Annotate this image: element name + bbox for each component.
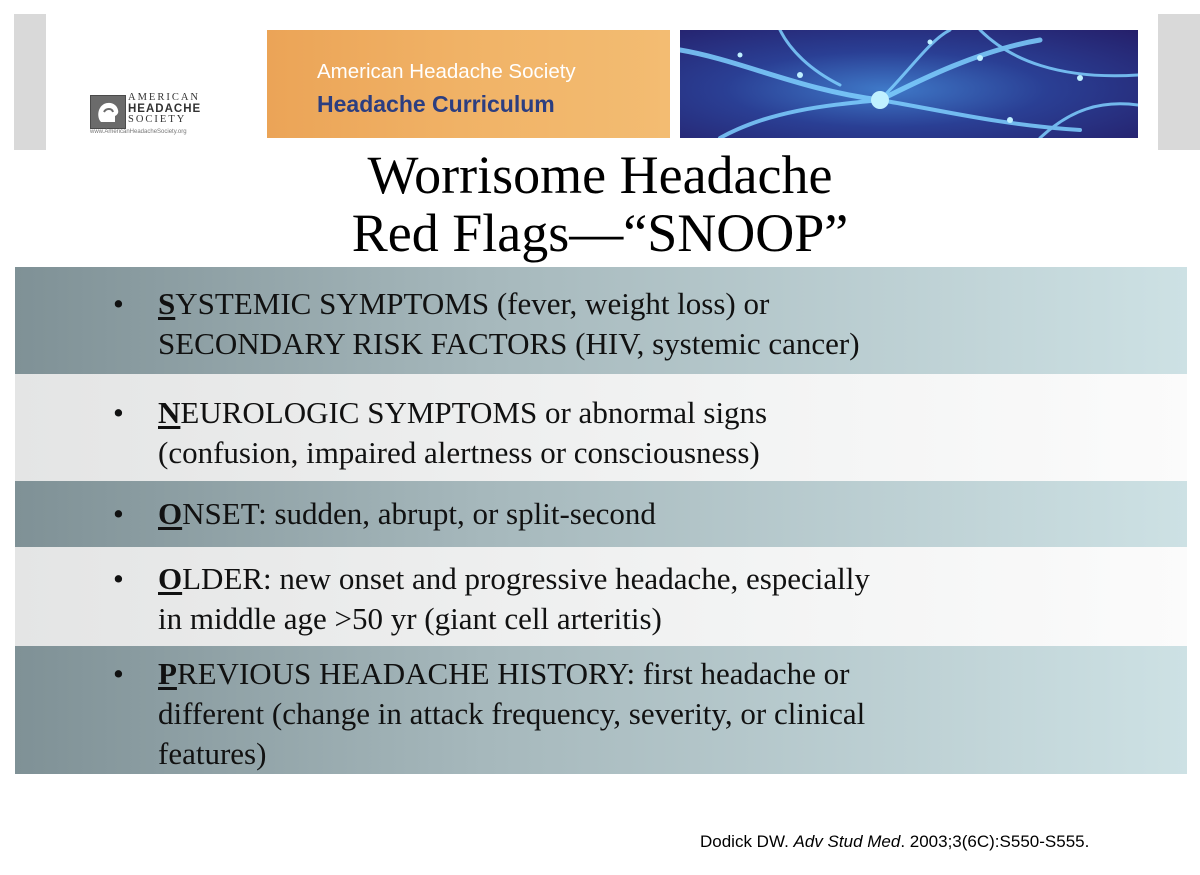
bullet-dot: • <box>113 656 124 691</box>
ahs-logo <box>88 93 228 137</box>
list-item-previous <box>15 646 1187 774</box>
title-line-2: Red Flags—“SNOOP” <box>351 203 849 263</box>
citation <box>700 832 1089 852</box>
bullet-text: REVIOUS HEADACHE HISTORY: first headache or <box>176 656 850 691</box>
curriculum-banner <box>267 30 670 138</box>
bullet-dot: • <box>113 286 124 321</box>
bullet-initial: P <box>158 656 177 691</box>
header-right-bar <box>1158 14 1200 150</box>
list-item-older <box>15 547 1187 646</box>
bullet-text: LDER: new onset and progressive headache, especially <box>182 561 870 596</box>
bullet-initial: O <box>158 561 183 596</box>
slide-title <box>0 146 1200 262</box>
title-line-1: Worrisome Headache <box>367 145 833 205</box>
bullet-dot: • <box>113 561 124 596</box>
snoop-list <box>15 267 1187 774</box>
neuron-image <box>680 30 1138 138</box>
bullet-dot: • <box>113 395 124 430</box>
bullet-initial: O <box>158 496 183 531</box>
bullet-text-line2: SECONDARY RISK FACTORS (HIV, systemic cancer) <box>158 326 860 361</box>
logo-line-society: SOCIETY <box>128 114 187 125</box>
list-item-neurologic <box>15 374 1187 481</box>
header-banner <box>0 0 1200 150</box>
citation-journal: Adv Stud Med <box>793 832 901 851</box>
banner-curriculum-title: Headache Curriculum <box>317 91 555 117</box>
head-profile-icon <box>90 95 126 129</box>
header-left-bar <box>14 14 46 150</box>
bullet-text: YSTEMIC SYMPTOMS (fever, weight loss) or <box>175 286 770 321</box>
bullet-text: NSET: sudden, abrupt, or split-second <box>182 496 656 531</box>
list-item-systemic <box>15 267 1187 374</box>
neuron-illustration <box>680 30 1138 138</box>
bullet-text-line2: (confusion, impaired alertness or consciousness) <box>158 435 760 470</box>
bullet-text-line2: in middle age >50 yr (giant cell arteritis) <box>158 601 662 636</box>
bullet-text: EUROLOGIC SYMPTOMS or abnormal signs <box>180 395 768 430</box>
logo-line-headache: HEADACHE <box>128 103 202 115</box>
bullet-initial: N <box>158 395 181 430</box>
list-item-onset <box>15 481 1187 547</box>
logo-line-american: AMERICAN <box>128 92 201 103</box>
banner-society-name: American Headache Society <box>317 60 576 83</box>
bullet-initial: S <box>158 286 176 321</box>
bullet-text-line2: different (change in attack frequency, severity, or clinical <box>158 696 866 731</box>
citation-details: . 2003;3(6C):S550-S555. <box>900 832 1090 851</box>
bullet-dot: • <box>113 496 124 531</box>
citation-authors: Dodick DW. <box>700 832 789 851</box>
logo-url: www.AmericanHeadacheSociety.org <box>90 129 187 135</box>
bullet-text-line3: features) <box>158 736 267 771</box>
